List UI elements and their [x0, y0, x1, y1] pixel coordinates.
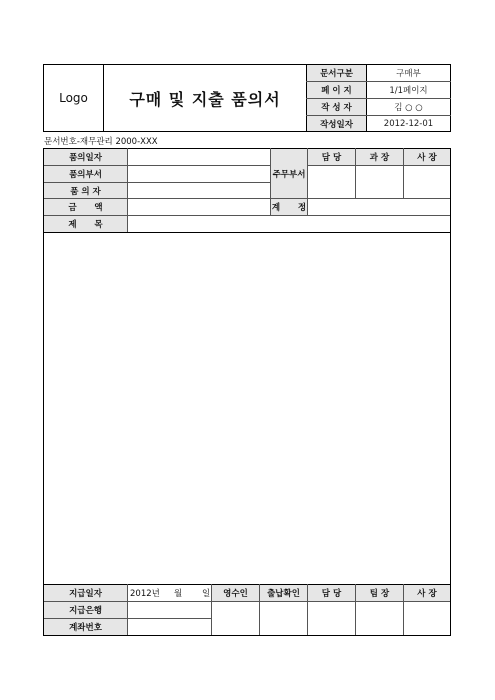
label-pay-date: 지급일자 — [69, 589, 102, 599]
approval-sign-manager[interactable] — [356, 166, 403, 198]
value-requester[interactable] — [128, 183, 270, 198]
value-amount[interactable] — [128, 199, 270, 215]
sign-ceo[interactable] — [404, 602, 450, 635]
label-subject: 제 목 — [68, 220, 103, 230]
footer-approval-team-lead: 팀 장 — [369, 589, 390, 599]
label-cashier: 출납확인 — [267, 589, 300, 599]
value-account-number[interactable] — [128, 619, 211, 635]
label-dept-in-charge: 주무부서 — [272, 169, 306, 180]
pay-day: 일 — [202, 589, 211, 599]
pay-year: 2012년 — [130, 589, 160, 599]
sign-receiver[interactable] — [212, 602, 259, 635]
approval-header-staff: 담 당 — [321, 153, 342, 163]
sign-staff[interactable] — [308, 602, 355, 635]
label-receiver: 영수인 — [223, 589, 248, 599]
approval-header-ceo: 사 장 — [417, 153, 437, 163]
label-amount: 금 액 — [68, 203, 103, 213]
meta-value-date: 2012-12-01 — [383, 118, 434, 129]
meta-label-author: 작 성 자 — [307, 99, 366, 115]
label-account: 계 정 — [271, 203, 307, 213]
label-requester: 품 의 자 — [70, 186, 101, 197]
document-title: 구매 및 지출 품의서 — [129, 89, 281, 109]
label-request-dept: 품의부서 — [69, 170, 102, 180]
value-request-dept[interactable] — [128, 166, 270, 182]
meta-label-type: 문서구분 — [307, 65, 366, 81]
footer-approval-staff: 담 당 — [321, 589, 342, 599]
sign-cashier[interactable] — [260, 602, 307, 635]
doc-number: 문서번호-재무관리 2000-XXX — [44, 137, 158, 147]
meta-label-page: 페 이 지 — [307, 82, 366, 98]
footer-approval-ceo: 사 장 — [417, 589, 437, 599]
pay-date-field[interactable] — [128, 585, 211, 601]
label-request-date: 품의일자 — [69, 153, 102, 163]
value-subject[interactable] — [128, 216, 450, 232]
label-pay-bank: 지급은행 — [69, 606, 102, 616]
approval-header-manager: 과 장 — [369, 153, 390, 163]
value-account[interactable] — [308, 199, 450, 215]
meta-value-type: 구매부 — [396, 69, 421, 79]
sign-team-lead[interactable] — [356, 602, 403, 635]
approval-sign-staff[interactable] — [308, 166, 355, 198]
pay-month: 월 — [174, 589, 183, 599]
approval-sign-ceo[interactable] — [404, 166, 450, 198]
meta-value-author: 김 ○ ○ — [394, 103, 423, 113]
logo: Logo — [59, 91, 88, 105]
value-pay-bank[interactable] — [128, 602, 211, 618]
meta-label-date: 작성일자 — [307, 116, 366, 131]
meta-value-page: 1/1페이지 — [389, 86, 428, 96]
value-request-date[interactable] — [128, 149, 270, 165]
label-account-number: 계좌번호 — [69, 623, 102, 633]
content-area[interactable] — [44, 233, 450, 584]
